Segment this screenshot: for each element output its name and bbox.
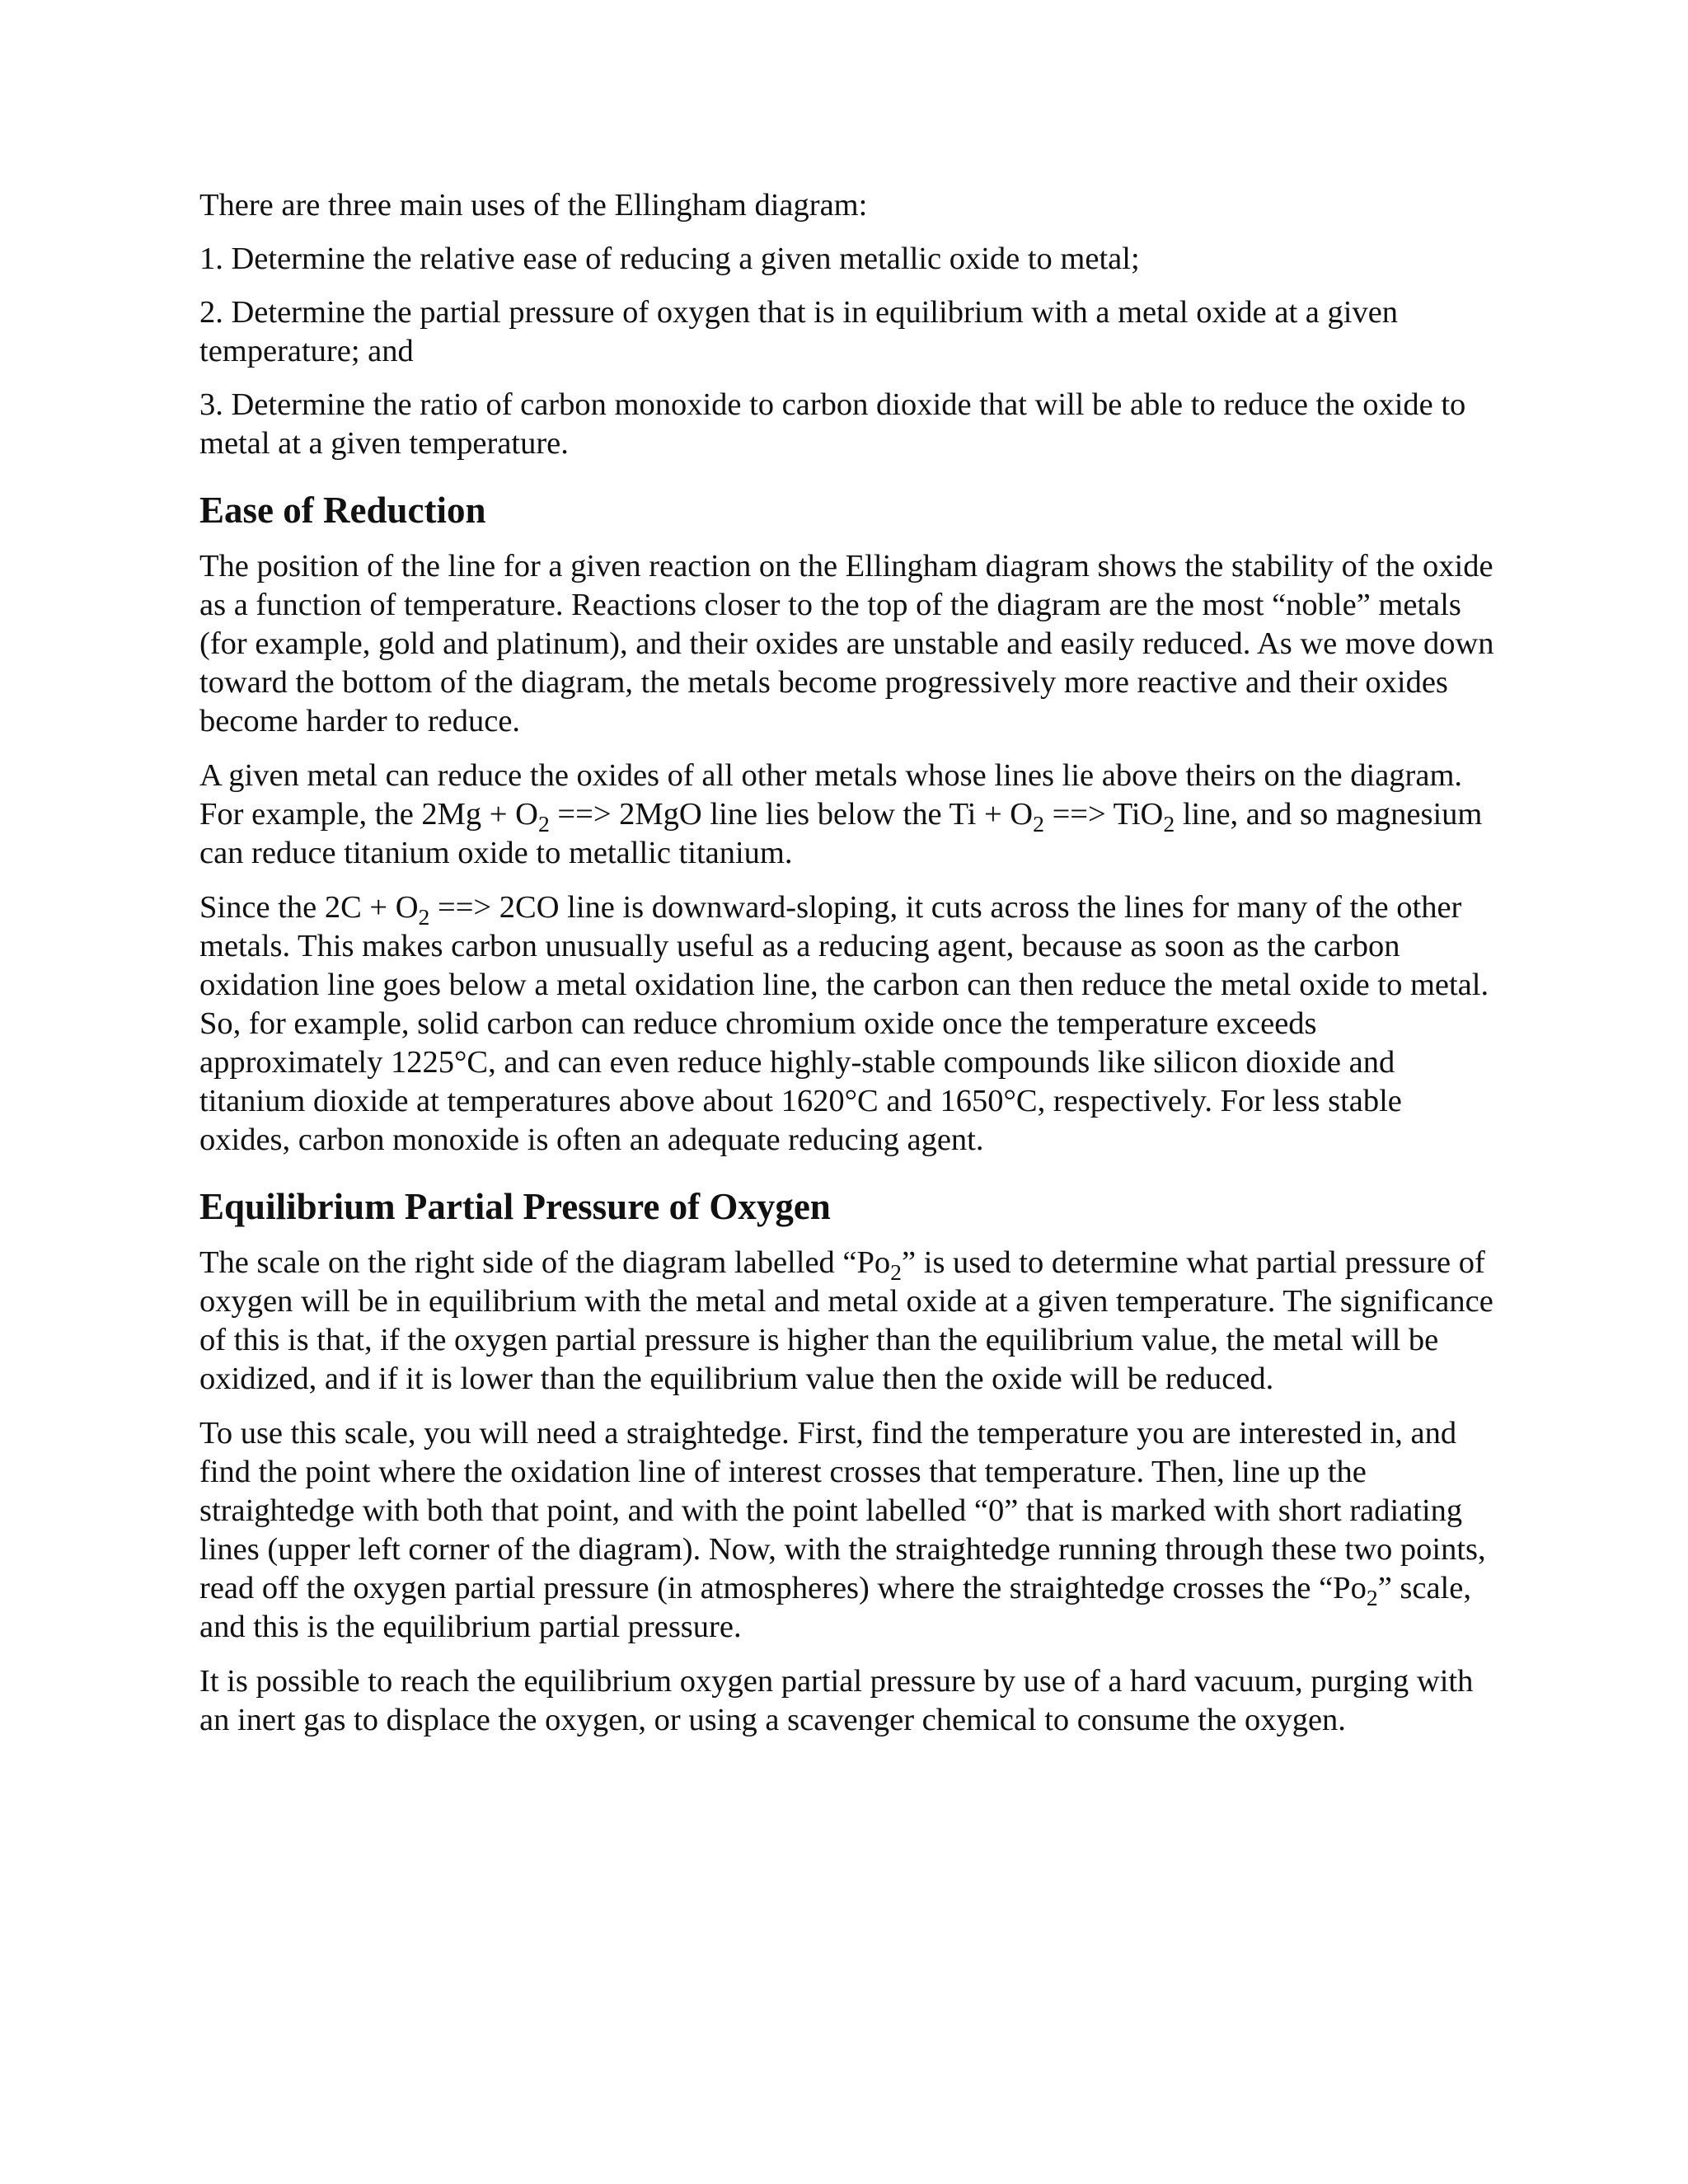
intro-text: There are three main uses of the Ellingham diagram:: [199, 188, 868, 223]
paragraph-straightedge: [199, 1414, 1495, 1647]
use-item-1: 1. Determine the relative ease of reducing a given metallic oxide to metal;: [199, 241, 1140, 276]
text-run: A given metal can reduce the oxides of all other metals whose lines lie above theirs on the diagram. For example, the 2Mg + O: [199, 758, 1463, 832]
paragraph-stability: The position of the line for a given reaction on the Ellingham diagram shows the stability of the oxide as a function of temperature. Reactions closer to the top of the diagram are the most “noble” metals (for example, gold and platinum), and their oxides are unstable and easily reduced. As we move down toward the bottom of the diagram, the metals become progressively more reactive and their oxides become harder to reduce.: [199, 549, 1494, 738]
text-run: ” scale, and this is the equilibrium partial pressure.: [199, 1571, 1471, 1644]
subscript: 2: [1033, 810, 1044, 837]
text-run: Since the 2C + O: [199, 890, 419, 925]
heading-equilibrium-partial-pressure: Equilibrium Partial Pressure of Oxygen: [199, 1186, 831, 1227]
text-run: ==> 2MgO line lies below the Ti + O: [549, 797, 1034, 832]
subscript: 2: [1366, 1584, 1378, 1610]
text-run: line, and so magnesium can reduce titanium oxide to metallic titanium.: [199, 797, 1483, 870]
heading-ease-of-reduction: Ease of Reduction: [199, 490, 486, 531]
text-run: To use this scale, you will need a straightedge. First, find the temperature you are interested in, and find the point where the oxidation line of interest crosses that temperature. Then, line up the straightedge with both that point, and with the point labelled “0” that is marked with short radiating lines (upper left corner of the diagram). Now, with the straightedge running through these two points, read off the oxygen partial pressure (in atmospheres) where the straightedge crosses the “Po: [199, 1416, 1486, 1605]
document-page: [199, 186, 1495, 1755]
text-run: The scale on the right side of the diagram labelled “Po: [199, 1245, 891, 1280]
subscript: 2: [890, 1258, 903, 1285]
use-item-3: 3. Determine the ratio of carbon monoxide to carbon dioxide that will be able to reduce the oxide to metal at a given temperature.: [199, 387, 1466, 461]
paragraph-vacuum: It is possible to reach the equilibrium oxygen partial pressure by use of a hard vacuum, purging with an inert gas to displace the oxygen, or using a scavenger chemical to consume the oxygen.: [199, 1664, 1474, 1737]
text-run: ==> 2CO line is downward-sloping, it cuts across the lines for many of the other metals. This makes carbon unusually useful as a reducing agent, because as soon as the carbon oxidation line goes below a metal oxidation line, the carbon can then reduce the metal oxide to metal. So, for example, solid carbon can reduce chromium oxide once the temperature exceeds approximately 1225°C, and can even reduce highly-stable compounds like silicon dioxide and titanium dioxide at temperatures above about 1620°C and 1650°C, respectively. For less stable oxides, carbon monoxide is often an adequate reducing agent.: [199, 890, 1489, 1157]
text-run: ==> TiO: [1043, 797, 1164, 832]
text-run: ” is used to determine what partial pressure of oxygen will be in equilibrium with the metal and metal oxide at a given temperature. The significance of this is that, if the oxygen partial pressure is higher than the equilibrium value, the metal will be oxidized, and if it is lower than the equilibrium value then the oxide will be reduced.: [199, 1245, 1493, 1396]
subscript: 2: [537, 810, 550, 837]
paragraph-po2-scale: [199, 1244, 1495, 1399]
paragraph-metal-reduction: [199, 757, 1495, 873]
use-item-2: 2. Determine the partial pressure of oxygen that is in equilibrium with a metal oxide at a given temperature; and: [199, 295, 1399, 368]
paragraph-carbon: [199, 888, 1495, 1160]
subscript: 2: [418, 903, 430, 930]
subscript: 2: [1163, 810, 1175, 837]
